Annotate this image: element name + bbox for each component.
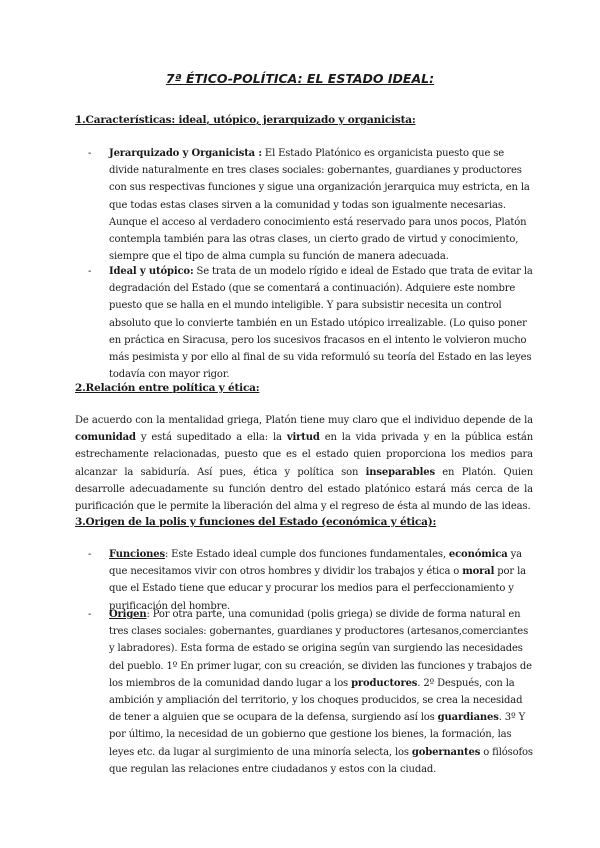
bold-term: virtud bbox=[286, 432, 320, 444]
bullet-dash: - bbox=[88, 266, 92, 277]
text-run: . 3º Y por último, la necesidad de un gobierno que gestione los bienes, la formación, las leyes etc. da lugar al surgimiento de una minoría selecta, los bbox=[109, 712, 526, 758]
list-item-text bbox=[109, 546, 533, 615]
text-run: : Este Estado ideal cumple dos funciones fundamentales, bbox=[164, 549, 449, 560]
list-item-jerarquizado bbox=[88, 145, 533, 265]
list-item-ideal bbox=[88, 263, 533, 383]
bullet-dash: - bbox=[88, 549, 92, 560]
list-item-body: El Estado Platónico es organicista puesto que se divide naturalmente en tres clases sociales: gobernantes, guardianes y productores con sus respectivas funciones y sigue una organización jerarquica muy estricta, en la que todas estas clases sirven a la comunidad y todas son igualmente necesarias. Aunque el acceso al verdadero conocimiento está reservado para unos pocos, Platón contempla también para las otras clases, un cierto grado de virtud y conocimiento, siempre que el tipo de alma cumpla su función de manera adecuada. bbox=[109, 148, 530, 263]
bold-term: comunidad bbox=[75, 432, 136, 444]
text-run: De acuerdo con la mentalidad griega, Platón tiene muy claro que el individuo depende de la bbox=[75, 415, 533, 426]
list-item-label: Ideal y utópico: bbox=[109, 266, 194, 277]
bold-term: económica bbox=[448, 549, 508, 560]
list-item-origen bbox=[88, 606, 533, 778]
text-run: . 2º Después, con la ambición y ampliación del territorio, y los choques producidos, se crea la necesidad de tener a alguien que se ocupara de la defensa, surgiendo así los bbox=[109, 677, 523, 724]
list-item-label: Funciones bbox=[109, 549, 165, 560]
list-item-body: Se trata de un modelo rígido e ideal de Estado que trata de evitar la degradación del Estado (que se comentará a continuación). Adquiere este nombre puesto que se halla en el mundo inteligible. Y para subsistir necesita un control absoluto que lo convierte también en un Estado utópico irrealizable. (Lo quiso poner en práctica en Siracusa, pero los sucesivos fracasos en el intento le volvieron mucho más pesimista y por ello al final de su vida reformuló su teoría del Estado en las leyes todavía con mayor rigor. bbox=[109, 266, 533, 381]
bold-term: productores bbox=[351, 677, 418, 689]
text-run: : Por otra parte, una comunidad (polis griega) se divide de forma natural en tres clases sociales: gobernantes, guardianes y productores (artesanos,comerciantes y labradores). Esta forma de estado se origina según van surgiendo las necesidades del pueblo. 1º En primer lugar, con su creación, se dividen las funciones y trabajos de los miembros de la comunidad dando lugar a los bbox=[109, 609, 532, 689]
list-item-text bbox=[109, 606, 533, 778]
list-item-text bbox=[109, 145, 533, 265]
text-run: ya que necesitamos vivir con otros hombres y dividir los trabajos y ética o bbox=[109, 549, 522, 578]
bold-term: guardianes bbox=[437, 712, 499, 724]
bold-term: moral bbox=[462, 566, 495, 578]
page-title: 7ª ÉTICO-POLÍTICA: EL ESTADO IDEAL: bbox=[165, 71, 435, 86]
text-run: en Platón. Quien desarrolle adecuadamente su función dentro del estado platónico estará más cerca de la purificación que le permite la liberación del alma y el regreso de ésta al mundo de las ideas. bbox=[75, 466, 534, 513]
text-run: o filósofos que regulan las relaciones entre ciudadanos y estos con la ciudad. bbox=[109, 746, 533, 775]
list-item-label: Origen bbox=[109, 609, 147, 620]
section-heading-1: 1.Características: ideal, utópico, jerarquizado y organicista: bbox=[75, 114, 416, 126]
bold-term: inseparables bbox=[365, 466, 435, 478]
bullet-dash: - bbox=[88, 148, 92, 159]
list-item-label: Jerarquizado y Organicista : bbox=[109, 148, 262, 159]
list-item-funciones bbox=[88, 546, 533, 615]
section-heading-3: 3.Origen de la polis y funciones del Estado (económica y ética): bbox=[75, 516, 437, 528]
text-run: en la vida privada y en la pública están estrechamente relacionadas, puesto que es el estado quien proporciona los medios para alcanzar la sabiduría. Así pues, ética y política son bbox=[75, 432, 533, 478]
text-run: y está supeditado a ella: la bbox=[135, 432, 287, 444]
text-run: por la que el Estado tiene que educar y procurar los medios para el perfeccionamiento y purificación del hombre. bbox=[109, 566, 526, 612]
list-item-text bbox=[109, 263, 533, 383]
section-heading-2: 2.Relación entre política y ética: bbox=[75, 382, 260, 394]
paragraph-relacion bbox=[75, 412, 533, 515]
bold-term: gobernantes bbox=[411, 746, 481, 758]
bullet-dash: - bbox=[88, 609, 92, 620]
